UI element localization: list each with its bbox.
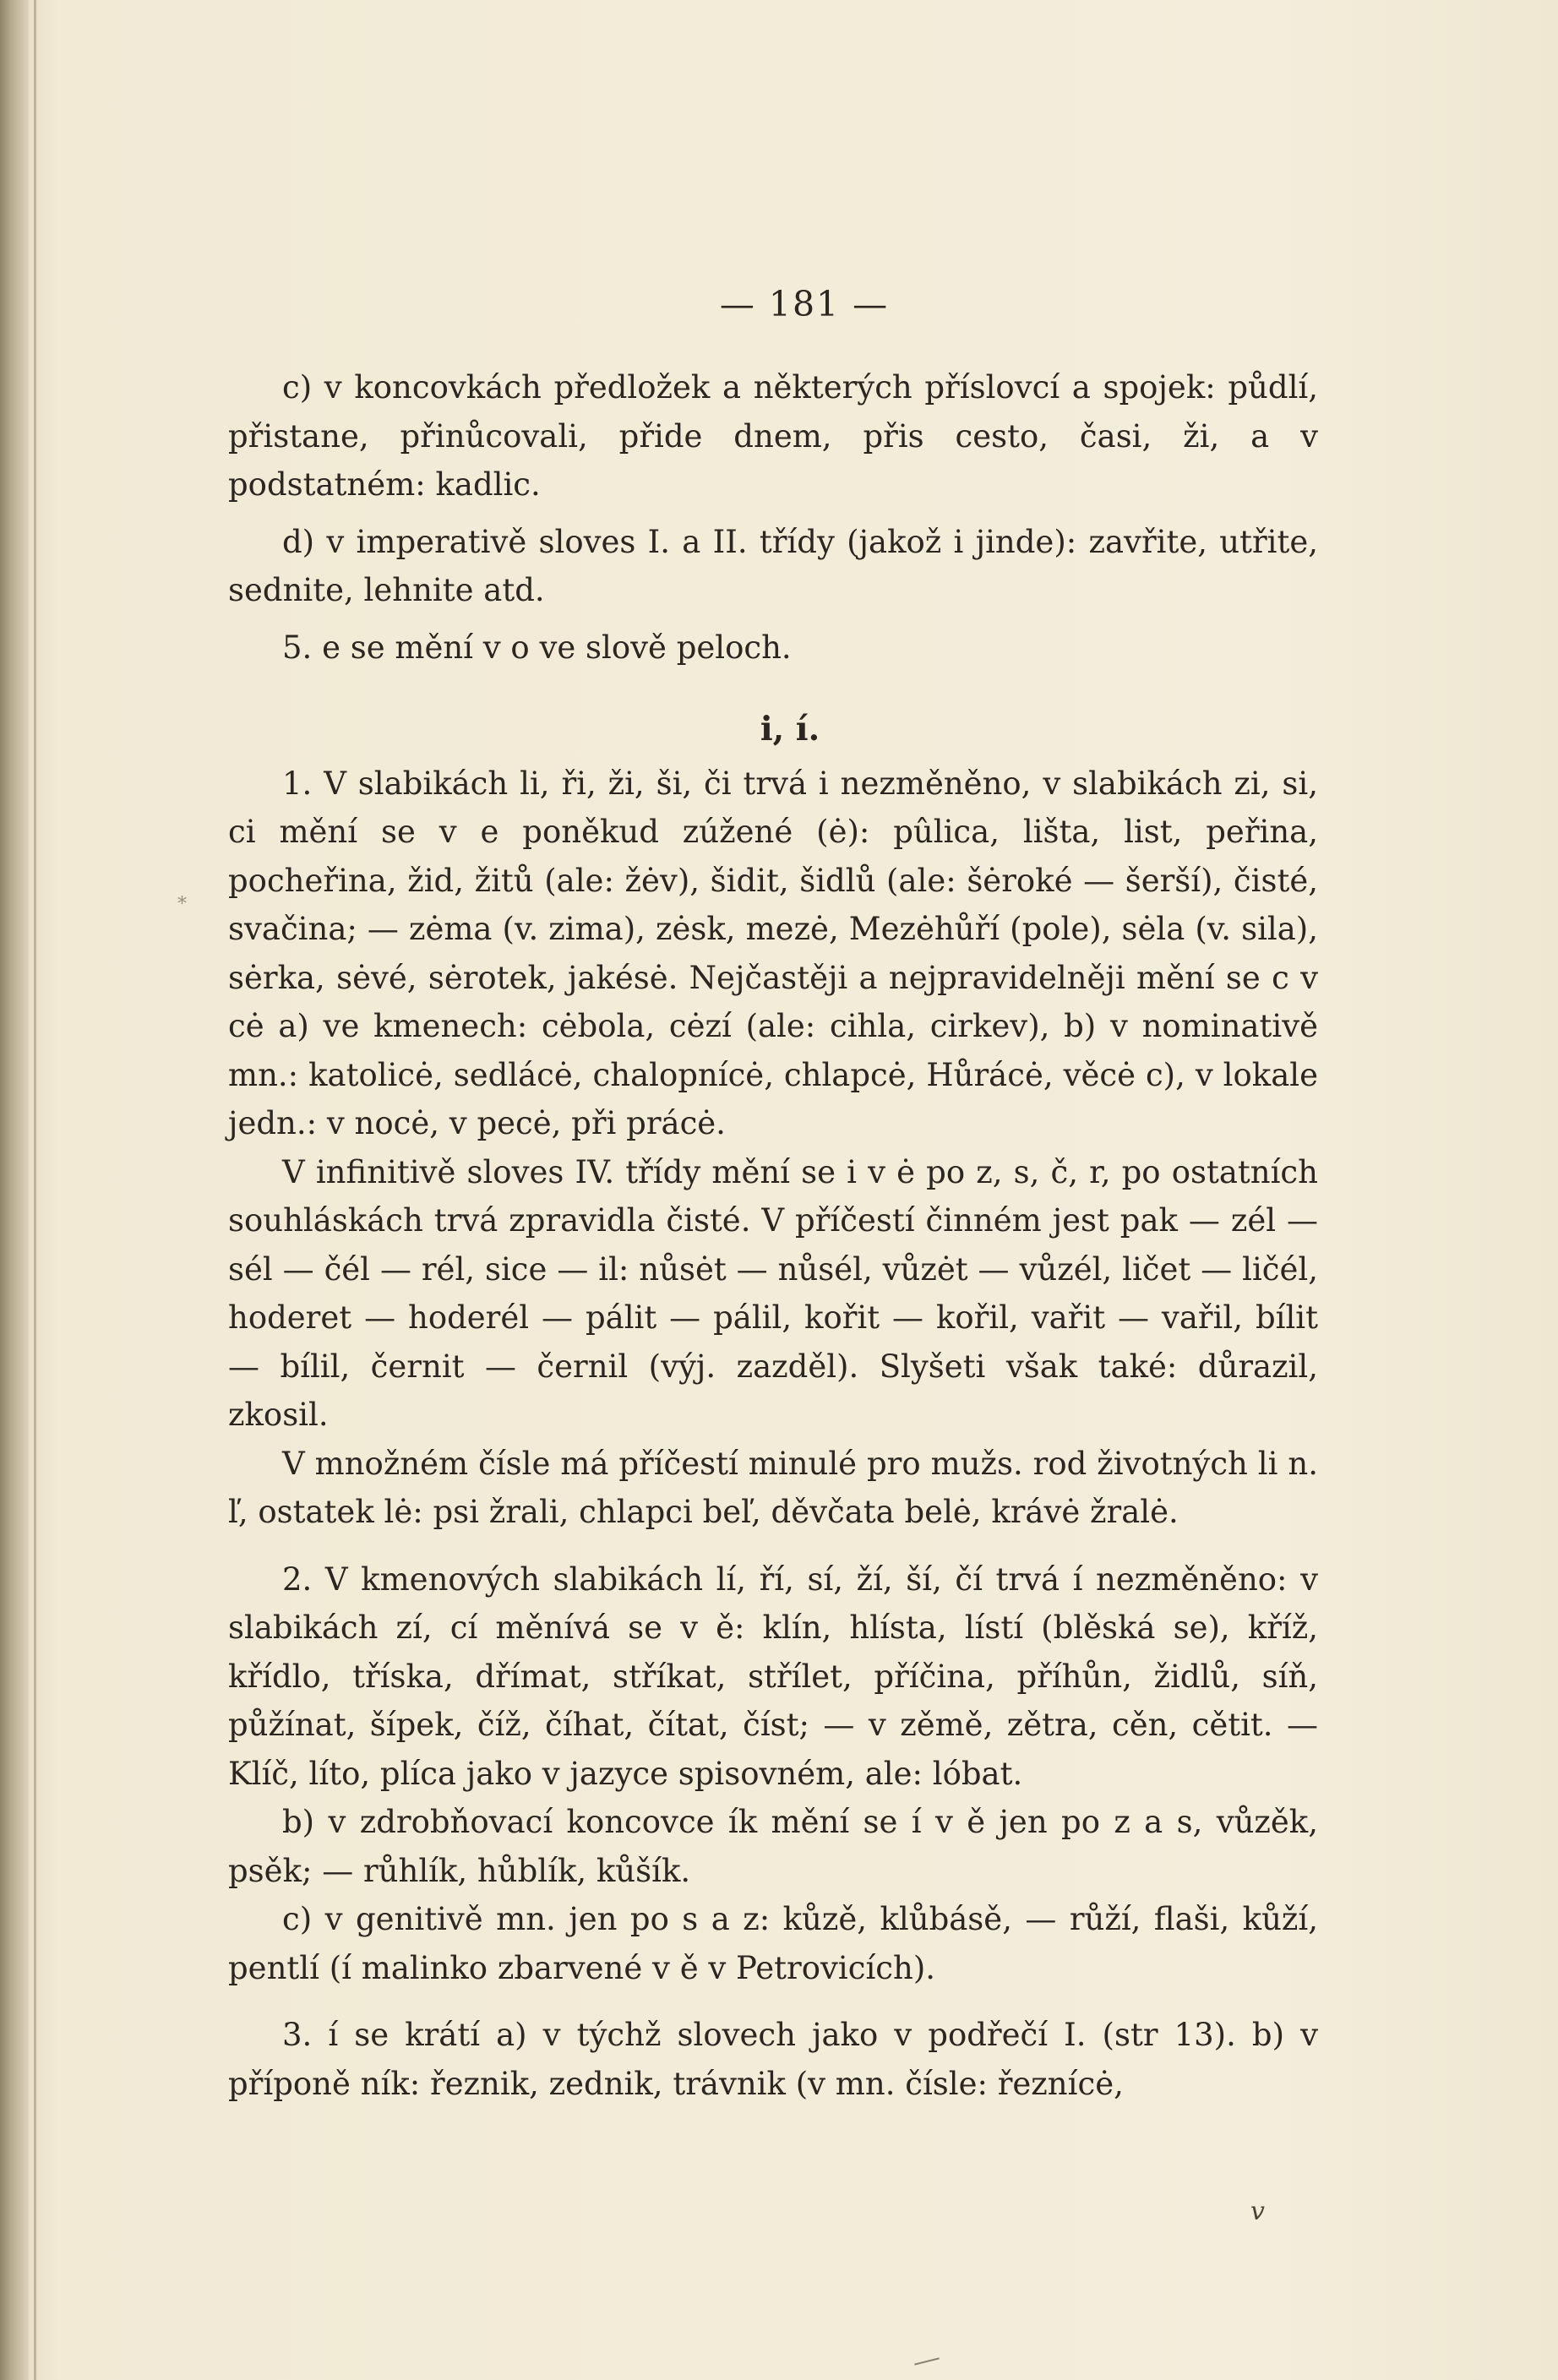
scan-stroke-mark <box>914 2357 940 2365</box>
paragraph-plural-participle: V množném čísle má příčestí minulé pro mužs. rod životných li n. ľ, ostatek lė: psi žrali, chlapci beľ, děvčata belė, krávė žralė. <box>228 1445 1318 1530</box>
paragraph-d-imperative: d) v imperativě sloves I. a II. třídy (jakož i jinde): zavřite, utřite, sednite, lehnite atd. <box>228 523 1318 608</box>
scan-blemish-mark: * <box>177 894 187 915</box>
binding-fold-line <box>34 0 36 2380</box>
paragraph-infinitive: V infinitivě sloves IV. třídy mění se i v ė po z, s, č, r, po ostatních souhláskách trvá zpravidla čisté. V příčestí činném jest pak — zél — sél — čél — rél, sice — il: nůsėt — nůsél, vůzėt — vůzél, ličet — ličél, hoderet — hoderél — pálit — pálil, kořit — kořil, vařit — vařil, bílit — bílil, černit — černil (výj. zazděl). Slyšeti však také: důrazil, zkosil. <box>228 1153 1318 1433</box>
paragraph-c-genitive: c) v genitivě mn. jen po s a z: kůzě, klůbásě, — růží, flaši, kůží, pentlí (í malinko zbarvené v ě v Petrovicích). <box>228 1901 1318 1986</box>
section-heading: i, í. <box>760 710 820 749</box>
book-binding-edge <box>0 0 29 2380</box>
paragraph-1-slabikach: 1. V slabikách li, ři, ži, ši, či trvá i nezměněno, v slabikách zi, si, ci mění se v e poněkud zúžené (ė): pûlica, lišta, list, peřina, pocheřina, žid, žitů (ale: žėv), šidit, šidlů (ale: šėroké — šerší), čisté, svačina; — zėma (v. zima), zėsk, mezė, Mezėhůří (pole), sėla (v. sila), sėrka, sėvé, sėrotek, jakésė. Nejčastěji a nejpravidelněji mění se c v cė a) ve kmenech: cėbola, cėzí (ale: cihla, cirkev), b) v nominativě mn.: katolicė, sedlácė, chalopnícė, chlapcė, Hůrácė, věcė c), v lokale jedn.: v nocė, v pecė, při prácė. <box>228 765 1318 1141</box>
paragraph-3-krati: 3. í se krátí a) v týchž slovech jako v podřečí I. (str 13). b) v příponě ník: řeznik, zednik, trávnik (v mn. čísle: řeznícė, <box>228 2017 1318 2102</box>
paragraph-b-zdrobnovaci: b) v zdrobňovací koncovce ík mění se í v ě jen po z a s, vůzěk, psěk; — růhlík, hůblík, kůšík. <box>228 1804 1318 1889</box>
paragraph-5-peloch: 5. e se mění v o ve slově peloch. <box>282 629 792 666</box>
page-number: — 181 — <box>719 284 890 324</box>
paragraph-c-prepositions: c) v koncovkách předložek a některých příslovcí a spojek: půdlí, přistane, přinůcovali, přide dnem, přis cesto, časi, ži, a v podstatném: kadlic. <box>228 369 1318 503</box>
main-text <box>228 363 1318 2108</box>
paragraph-2-kmenovych: 2. V kmenových slabikách lí, ří, sí, ží, ší, čí trvá í nezměněno: v slabikách zí, cí měnívá se v ě: klín, hlísta, lístí (blěská se), kříž, křídlo, tříska, dřímat, stříkat, střílet, příčina, příhůn, židlů, síň, půžínat, šípek, číž, číhat, čítat, číst; — v zěmě, zětra, cěn, cětit. — Klíč, líto, plíca jako v jazyce spisovném, ale: lóbat. <box>228 1560 1318 1792</box>
catchword-mark: v <box>1250 2197 1265 2226</box>
